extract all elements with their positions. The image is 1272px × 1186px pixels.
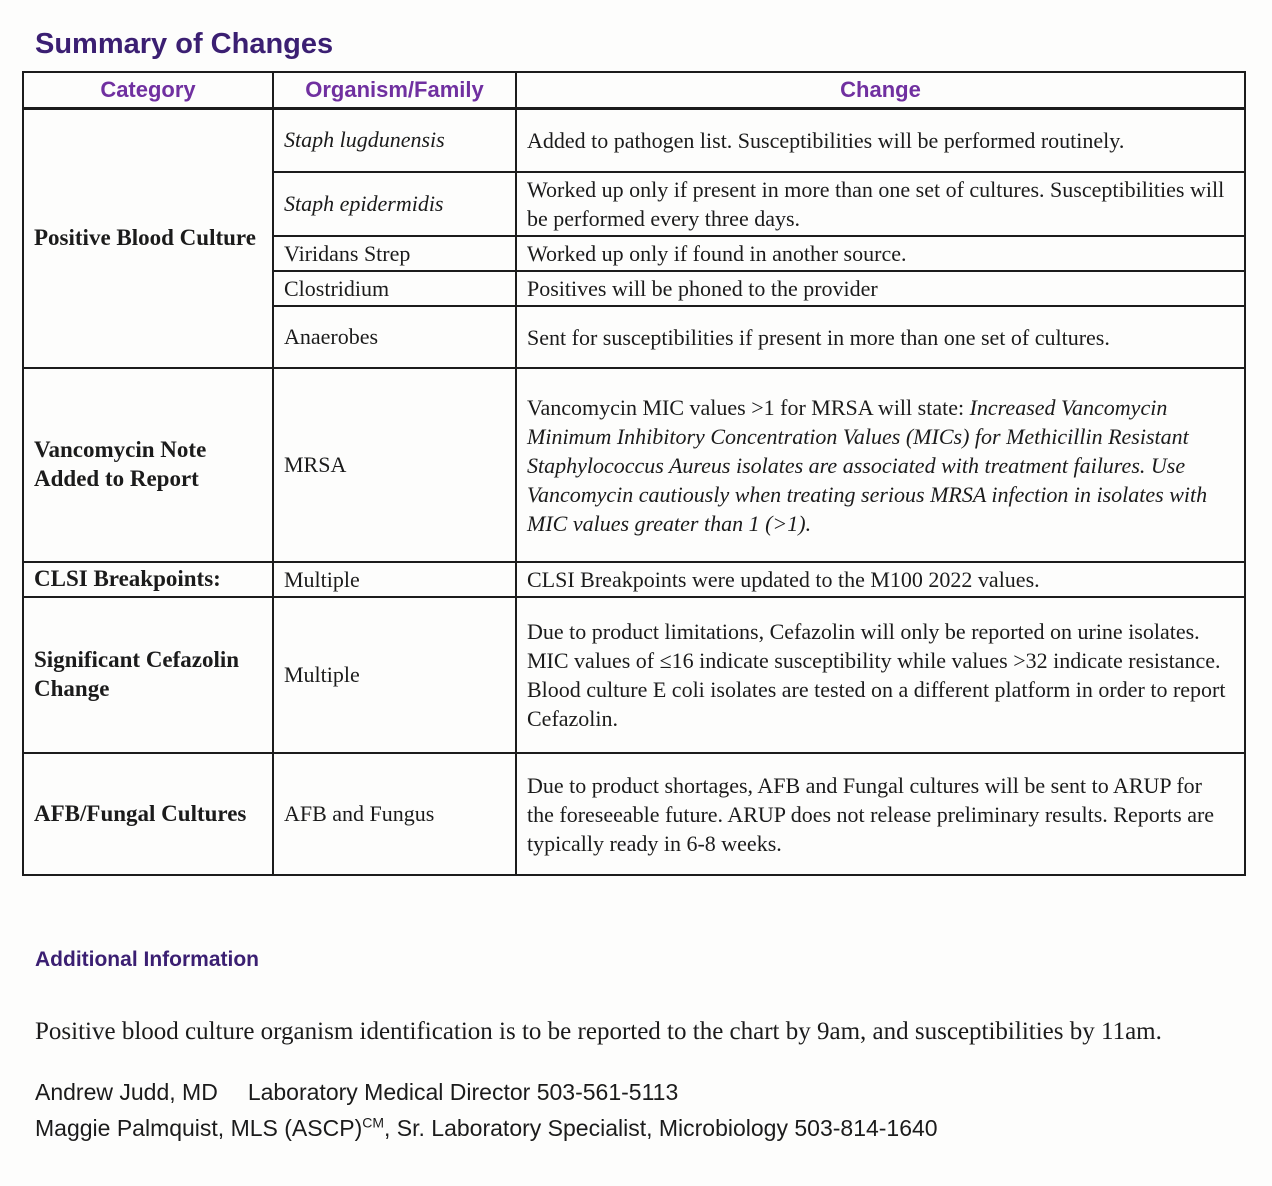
page-title: Summary of Changes xyxy=(35,28,334,60)
organism-cell: Staph lugdunensis xyxy=(273,108,516,172)
category-cell-clsi-breakpoints: CLSI Breakpoints: xyxy=(23,562,273,597)
change-cell: CLSI Breakpoints were updated to the M100 2022 values. xyxy=(516,562,1245,597)
signature-role-suffix: , Sr. Laboratory Specialist, Microbiology 503-814-1640 xyxy=(384,1114,938,1141)
signature-name-prefix: Maggie Palmquist, MLS (ASCP) xyxy=(35,1114,363,1141)
signature-block xyxy=(35,1075,1244,1146)
change-cell: Added to pathogen list. Susceptibilities will be performed routinely. xyxy=(516,108,1245,172)
table-row xyxy=(23,368,1245,562)
category-cell-afb-fungal: AFB/Fungal Cultures xyxy=(23,753,273,875)
organism-cell: Multiple xyxy=(273,562,516,597)
change-cell: Positives will be phoned to the provider xyxy=(516,271,1245,306)
organism-cell: Viridans Strep xyxy=(273,236,516,271)
signature-name: Andrew Judd, MD xyxy=(35,1079,218,1106)
column-header-change: Change xyxy=(516,72,1245,108)
table-row xyxy=(23,562,1245,597)
table-row xyxy=(23,597,1245,753)
organism-cell: Staph epidermidis xyxy=(273,172,516,236)
table-row xyxy=(23,108,1245,172)
column-header-organism: Organism/Family xyxy=(273,72,516,108)
change-cell: Due to product shortages, AFB and Fungal cultures will be sent to ARUP for the foreseeable future. ARUP does not release preliminary results. Reports are typically ready in 6-8 weeks. xyxy=(516,753,1245,875)
additional-information-heading: Additional Information xyxy=(35,948,259,972)
column-header-category: Category xyxy=(23,72,273,108)
change-cell: Worked up only if present in more than one set of cultures. Susceptibilities will be performed every three days. xyxy=(516,172,1245,236)
table-row xyxy=(23,753,1245,875)
signature-credential-superscript: CM xyxy=(362,1114,385,1131)
category-cell-cefazolin-change: Significant Cefazolin Change xyxy=(23,597,273,753)
category-cell-positive-blood-culture: Positive Blood Culture xyxy=(23,108,273,368)
change-cell: Sent for susceptibilities if present in more than one set of cultures. xyxy=(516,306,1245,368)
organism-cell: Multiple xyxy=(273,597,516,753)
summary-of-changes-table xyxy=(22,71,1246,876)
signature-line-medical-director xyxy=(35,1075,1244,1111)
organism-cell: Clostridium xyxy=(273,271,516,306)
change-cell: Worked up only if found in another source. xyxy=(516,236,1245,271)
change-text-normal: Vancomycin MIC values >1 for MRSA will state: xyxy=(527,394,970,420)
organism-cell: MRSA xyxy=(273,368,516,562)
category-cell-vancomycin-note: Vancomycin Note Added to Report xyxy=(23,368,273,562)
signature-role: Laboratory Medical Director 503-561-5113 xyxy=(247,1079,679,1106)
additional-information-paragraph: Positive blood culture organism identification is to be reported to the chart by 9am, and susceptibilities by 11am. xyxy=(35,1018,1162,1046)
table-header-row xyxy=(23,72,1245,108)
organism-cell: AFB and Fungus xyxy=(273,753,516,875)
change-cell: Due to product limitations, Cefazolin will only be reported on urine isolates. MIC values of ≤16 indicate susceptibility while values >32 indicate resistance. Blood culture E coli isolates are tested on a different platform in order to report Cefazolin. xyxy=(516,597,1245,753)
organism-cell: Anaerobes xyxy=(273,306,516,368)
signature-line-lab-specialist xyxy=(35,1111,1244,1147)
change-cell xyxy=(516,368,1245,562)
change-text-italic: Increased Vancomycin Minimum Inhibitory Concentration Values (MICs) for Methicillin Resistant Staphylococcus Aureus isolates are associated with treatment failures. Use Vancomycin cautiously when treating serious MRSA infection in isolates with MIC values greater than 1 (>1). xyxy=(527,394,1208,536)
